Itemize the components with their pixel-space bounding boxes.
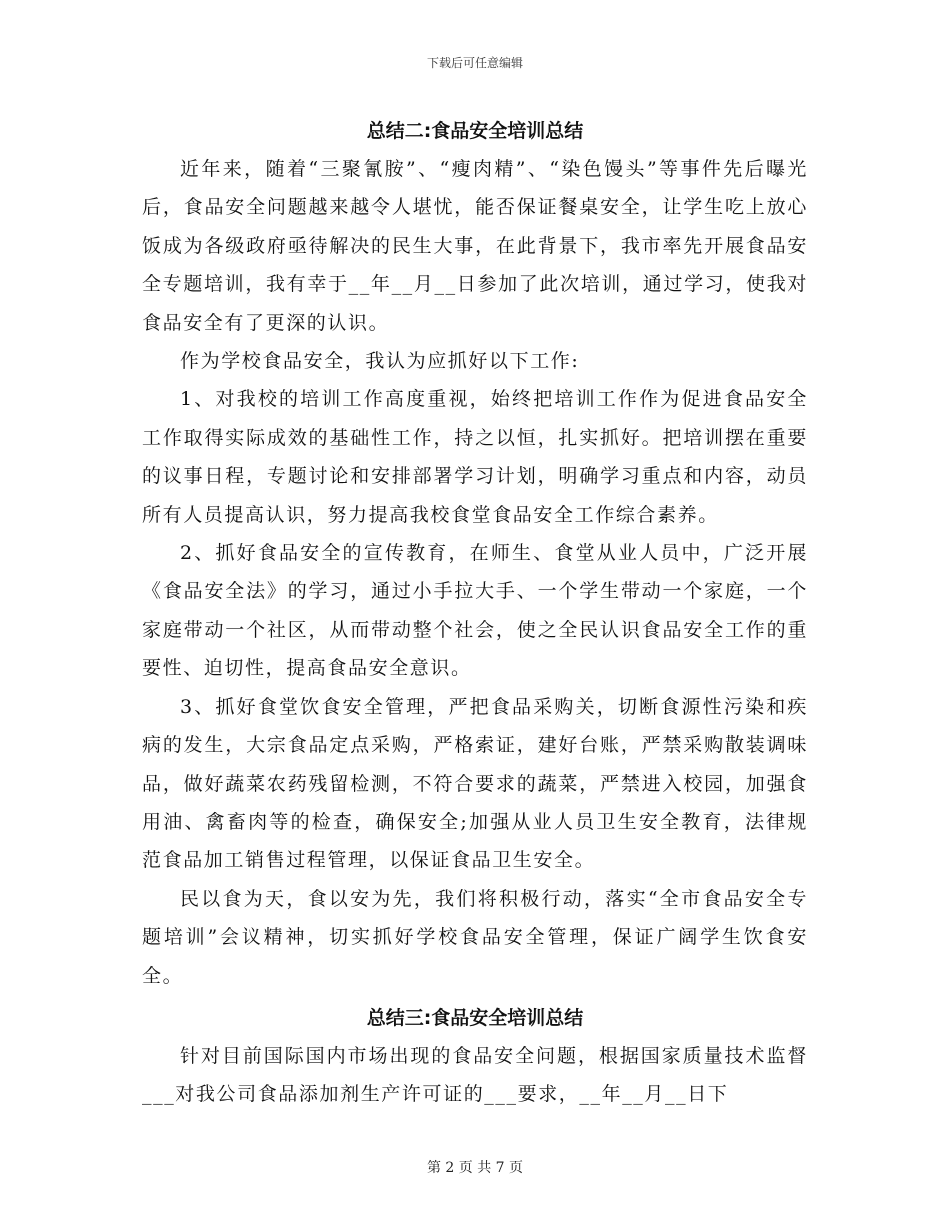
- paragraph: 作为学校食品安全，我认为应抓好以下工作:: [180, 350, 580, 373]
- page-header: 下载后可任意编辑: [426, 56, 523, 70]
- paragraph: 针对目前国际国内市场出现的食品安全问题，根据国家质量技术监督___对我公司食品添加剂生产许可证的___要求，__年__月__日下: [142, 1044, 808, 1106]
- section-title-3: 总结三:食品安全培训总结: [366, 1006, 584, 1029]
- document-body: [142, 112, 808, 1114]
- paragraph: 民以食为天，食以安为先，我们将积极行动，落实“全市食品安全专题培训”会议精神，切实抓好学校食品安全管理，保证广阔学生饮食安全。: [142, 887, 808, 987]
- paragraph: 1、对我校的培训工作高度重视，始终把培训工作作为促进食品安全工作取得实际成效的基础性工作，持之以恒，扎实抓好。把培训摆在重要的议事日程，专题讨论和安排部署学习计划，明确学习重点和内容，动员所有人员提高认识，努力提高我校食堂食品安全工作综合素养。: [142, 388, 808, 526]
- paragraph: 2、抓好食品安全的宣传教育，在师生、食堂从业人员中，广泛开展《食品安全法》的学习，通过小手拉大手、一个学生带动一个家庭，一个家庭带动一个社区，从而带动整个社会，使之全民认识食品安全工作的重要性、迫切性，提高食品安全意识。: [142, 542, 808, 680]
- section-title-2: 总结二:食品安全培训总结: [366, 120, 584, 142]
- page-footer: 第 2 页 共 7 页: [426, 1160, 524, 1176]
- paragraph: 近年来，随着“三聚氰胺”、“瘦肉精”、“染色馒头”等事件先后曝光后，食品安全问题越来越令人堪忧，能否保证餐桌安全，让学生吃上放心饭成为各级政府亟待解决的民生大事，在此背景下，我市率先开展食品安全专题培训，我有幸于__年__月__日参加了此次培训，通过学习，使我对食品安全有了更深的认识。: [142, 158, 808, 334]
- paragraph: 3、抓好食堂饮食安全管理，严把食品采购关，切断食源性污染和疾病的发生，大宗食品定点采购，严格索证，建好台账，严禁采购散装调味品，做好蔬菜农药残留检测，不符合要求的蔬菜，严禁进入校园，加强食用油、禽畜肉等的检查，确保安全;加强从业人员卫生安全教育，法律规范食品加工销售过程管理，以保证食品卫生安全。: [142, 695, 808, 872]
